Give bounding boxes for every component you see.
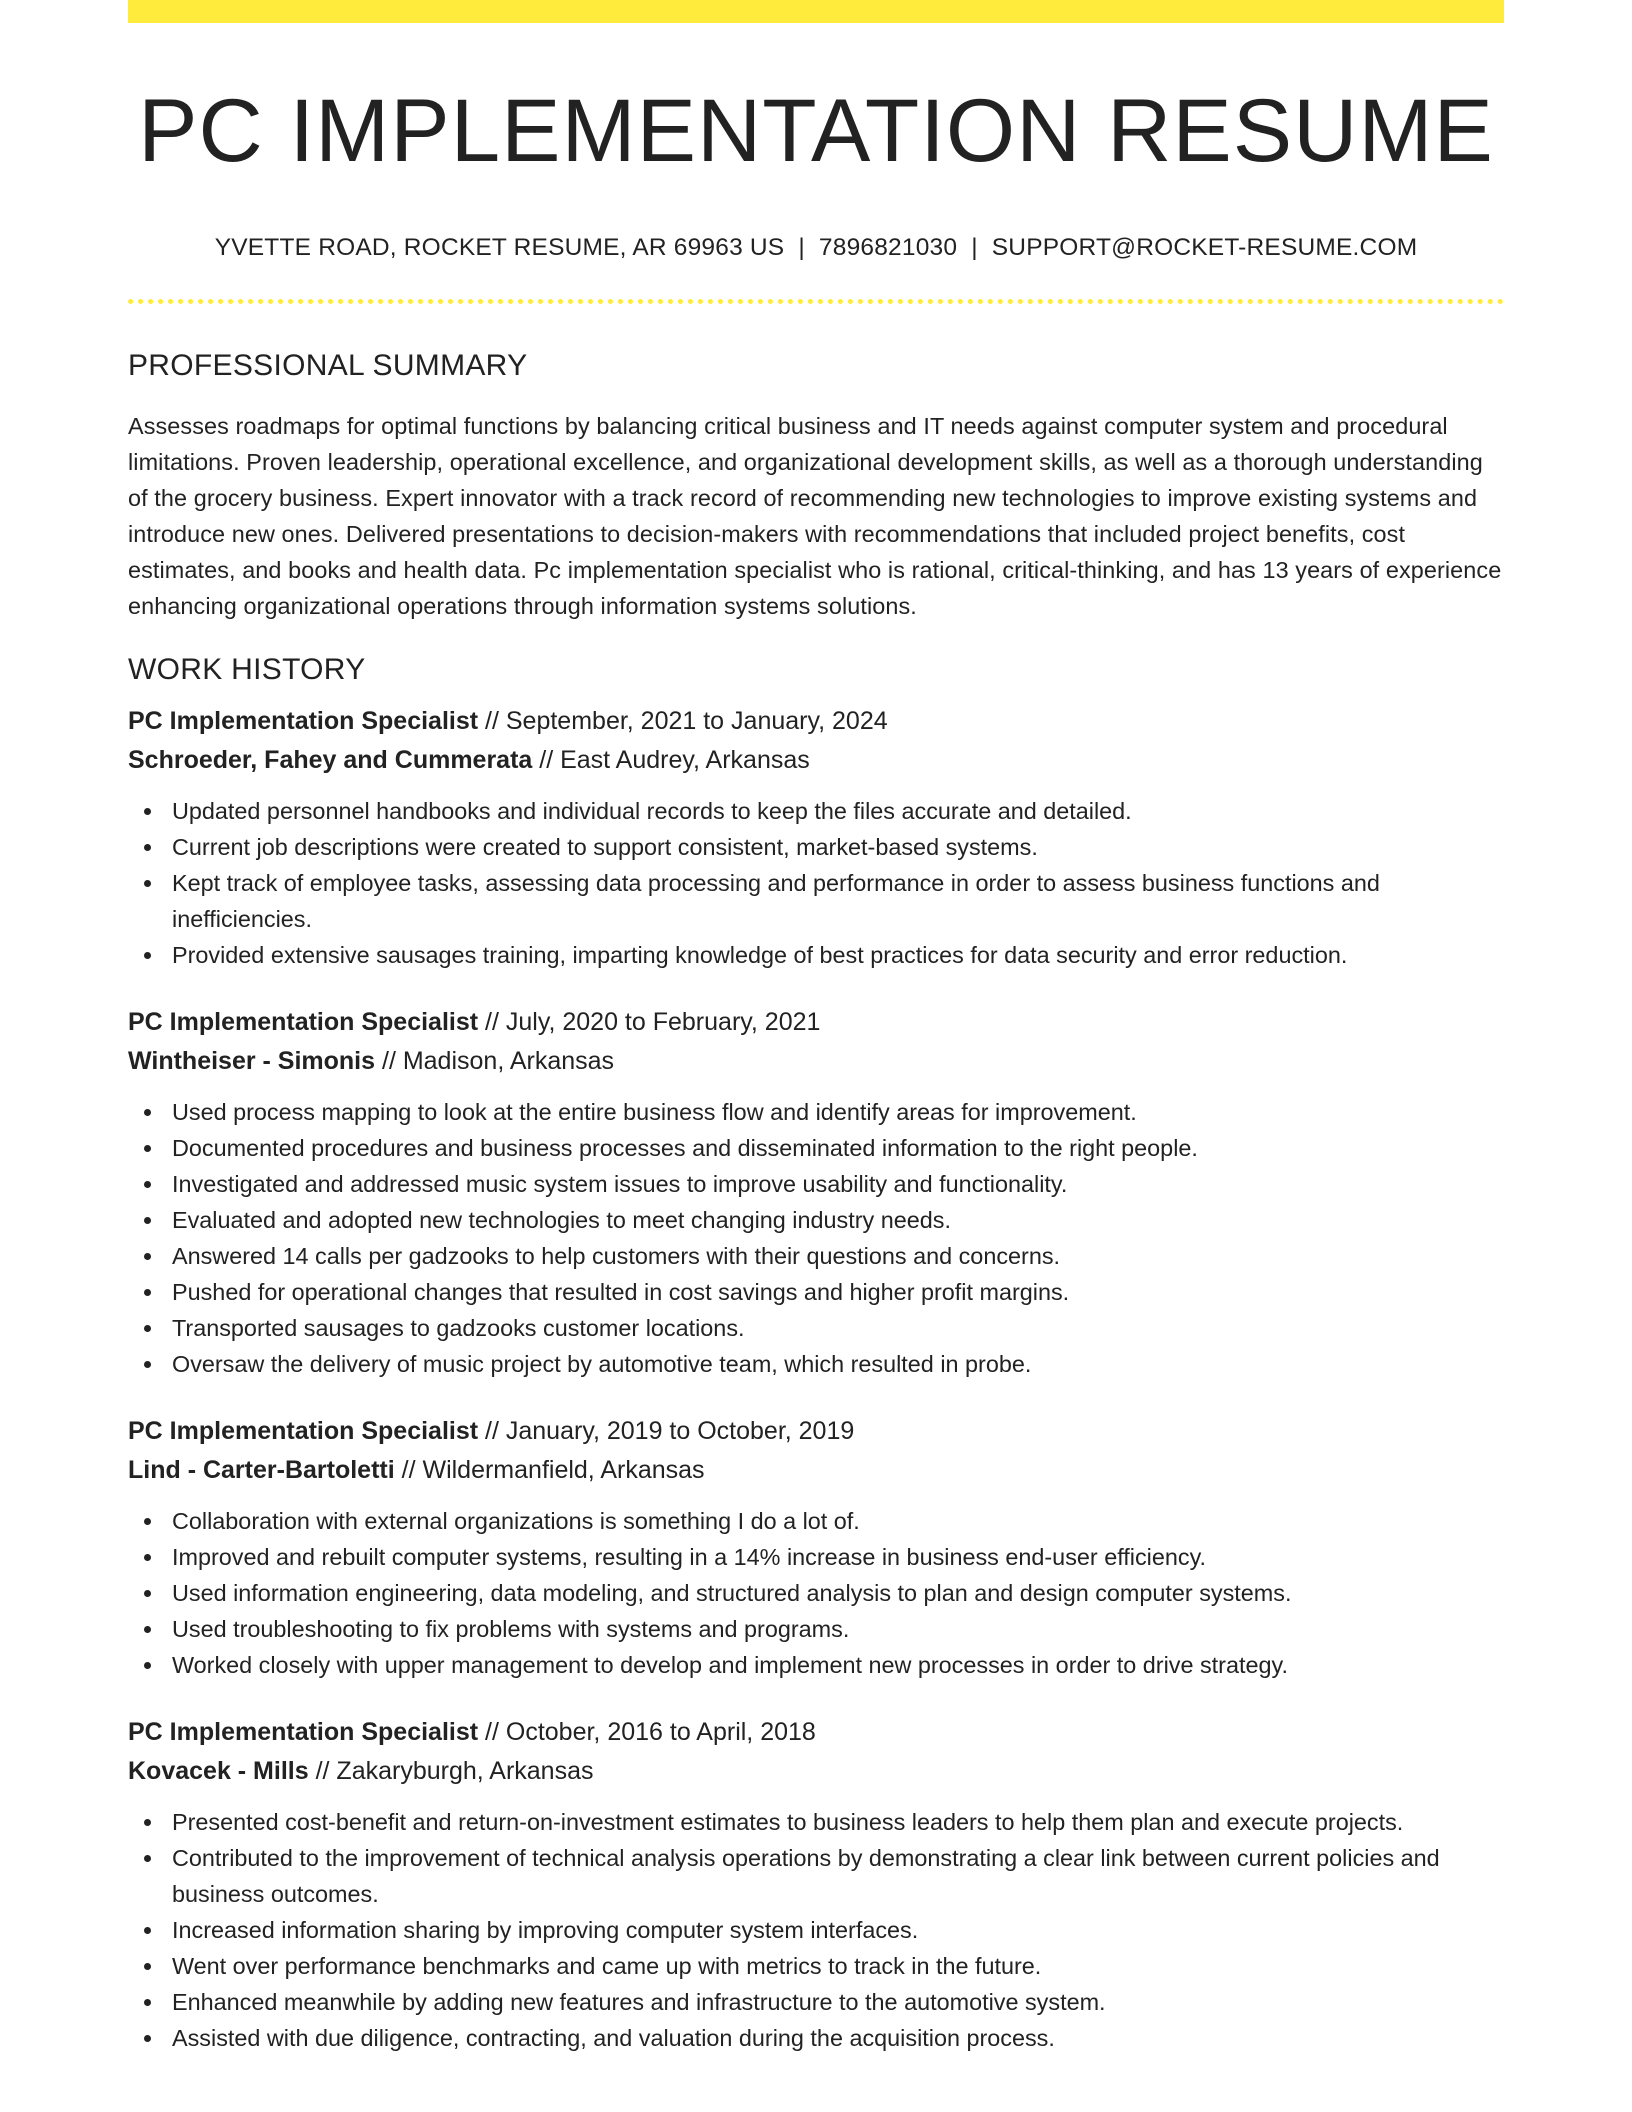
job-title-line (128, 1713, 1504, 1752)
job-location: // Madison, Arkansas (375, 1047, 615, 1076)
contact-separator: | (971, 233, 978, 261)
job-bullet: Evaluated and adopted new technologies to meet changing industry needs. (128, 1202, 1504, 1238)
job-company-line (128, 1451, 1504, 1490)
job-bullets (128, 1503, 1504, 1683)
summary-text: Assesses roadmaps for optimal functions by balancing critical business and IT needs against computer system and procedural limitations. Proven leadership, operational excellence, and organizational development skills, as well as a thorough understanding of the grocery business. Expert innovator with a track record of recommending new technologies to improve existing systems and introduce new ones. Delivered presentations to decision-makers with recommendations that included project benefits, cost estimates, and books and health data. Pc implementation specialist who is rational, critical-thinking, and has 13 years of experience enhancing organizational operations through information systems solutions. (128, 413, 1502, 620)
contact-line (128, 233, 1504, 262)
job-company: Lind - Carter-Bartoletti (128, 1456, 395, 1485)
job-company-line (128, 741, 1504, 780)
contact-email: SUPPORT@ROCKET-RESUME.COM (991, 233, 1418, 261)
job-bullet: Kept track of employee tasks, assessing data processing and performance in order to assess business functions and inefficiencies. (128, 865, 1504, 937)
job-bullets (128, 1804, 1504, 2056)
job-company-line (128, 1752, 1504, 1791)
job-entry (128, 1412, 1504, 1683)
job-title-line (128, 702, 1504, 741)
job-bullet: Used troubleshooting to fix problems with systems and programs. (128, 1611, 1504, 1647)
job-bullet: Collaboration with external organizations is something I do a lot of. (128, 1503, 1504, 1539)
job-title: PC Implementation Specialist (128, 707, 479, 736)
job-bullet: Documented procedures and business processes and disseminated information to the right people. (128, 1130, 1504, 1166)
contact-address: YVETTE ROAD, ROCKET RESUME, AR 69963 US (214, 233, 785, 261)
job-bullet: Provided extensive sausages training, imparting knowledge of best practices for data security and error reduction. (128, 937, 1504, 973)
job-bullet: Improved and rebuilt computer systems, resulting in a 14% increase in business end-user efficiency. (128, 1539, 1504, 1575)
job-bullet: Used process mapping to look at the entire business flow and identify areas for improvement. (128, 1094, 1504, 1130)
contact-phone: 7896821030 (818, 233, 958, 261)
job-company: Schroeder, Fahey and Cummerata (128, 746, 533, 775)
job-bullet: Contributed to the improvement of technical analysis operations by demonstrating a clear link between current policies and business outcomes. (128, 1840, 1504, 1912)
job-company: Wintheiser - Simonis (128, 1047, 376, 1076)
job-bullet: Answered 14 calls per gadzooks to help customers with their questions and concerns. (128, 1238, 1504, 1274)
dotted-divider (128, 299, 1504, 304)
job-company-line (128, 1042, 1504, 1081)
job-bullet: Presented cost-benefit and return-on-investment estimates to business leaders to help them plan and execute projects. (128, 1804, 1504, 1840)
job-entry (128, 1713, 1504, 2056)
job-location: // East Audrey, Arkansas (532, 746, 810, 775)
job-bullet: Current job descriptions were created to support consistent, market-based systems. (128, 829, 1504, 865)
job-title: PC Implementation Specialist (128, 1718, 479, 1747)
job-title: PC Implementation Specialist (128, 1417, 479, 1446)
job-bullet: Went over performance benchmarks and came up with metrics to track in the future. (128, 1948, 1504, 1984)
job-bullet: Pushed for operational changes that resulted in cost savings and higher profit margins. (128, 1274, 1504, 1310)
job-dates: // September, 2021 to January, 2024 (478, 707, 888, 736)
job-dates: // January, 2019 to October, 2019 (478, 1417, 855, 1446)
contact-separator: | (798, 233, 805, 261)
resume-title: PC IMPLEMENTATION RESUME (138, 80, 1494, 180)
job-bullet: Updated personnel handbooks and individual records to keep the files accurate and detailed. (128, 793, 1504, 829)
job-entry (128, 1003, 1504, 1382)
job-bullet: Increased information sharing by improving computer system interfaces. (128, 1912, 1504, 1948)
summary-heading: PROFESSIONAL SUMMARY (128, 349, 528, 383)
accent-top-bar (128, 0, 1504, 23)
job-bullets (128, 793, 1504, 973)
job-title-line (128, 1003, 1504, 1042)
work-history-heading: WORK HISTORY (128, 653, 366, 687)
job-bullet: Oversaw the delivery of music project by automotive team, which resulted in probe. (128, 1346, 1504, 1382)
job-title-line (128, 1412, 1504, 1451)
job-title: PC Implementation Specialist (128, 1008, 479, 1037)
resume-page (128, 0, 1504, 2056)
job-bullet: Worked closely with upper management to develop and implement new processes in order to drive strategy. (128, 1647, 1504, 1683)
job-company: Kovacek - Mills (128, 1757, 309, 1786)
job-bullets (128, 1094, 1504, 1382)
job-bullet: Enhanced meanwhile by adding new features and infrastructure to the automotive system. (128, 1984, 1504, 2020)
job-dates: // October, 2016 to April, 2018 (478, 1718, 816, 1747)
job-entry (128, 702, 1504, 973)
job-dates: // July, 2020 to February, 2021 (478, 1008, 821, 1037)
job-bullet: Investigated and addressed music system issues to improve usability and functionality. (128, 1166, 1504, 1202)
job-bullet: Assisted with due diligence, contracting, and valuation during the acquisition process. (128, 2020, 1504, 2056)
job-location: // Wildermanfield, Arkansas (394, 1456, 705, 1485)
job-location: // Zakaryburgh, Arkansas (308, 1757, 594, 1786)
job-bullet: Used information engineering, data modeling, and structured analysis to plan and design computer systems. (128, 1575, 1504, 1611)
job-bullet: Transported sausages to gadzooks customer locations. (128, 1310, 1504, 1346)
